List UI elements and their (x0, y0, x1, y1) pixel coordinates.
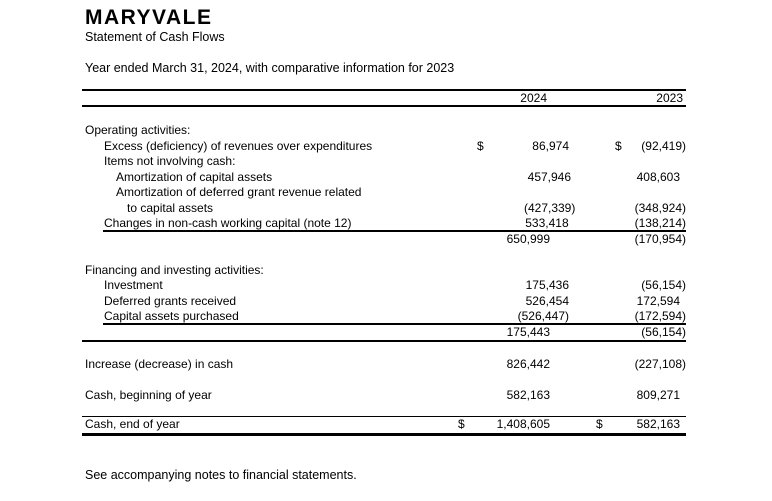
table-row (82, 263, 686, 279)
row-label: Financing and investing activities: (85, 262, 264, 277)
amount-2023 (610, 123, 686, 139)
row-label: Deferred grants received (104, 293, 237, 308)
column-header-2023: 2023 (656, 91, 683, 105)
row-label: Cash, end of year (85, 417, 180, 431)
table-row (82, 170, 686, 186)
dollar-sign-2024 (477, 278, 497, 294)
amount-2023: (56,154) (641, 324, 686, 339)
dollar-sign-2023 (621, 185, 641, 201)
table-row (82, 388, 686, 404)
row-label: Capital assets purchased (104, 309, 239, 323)
dollar-sign-2023 (596, 325, 616, 341)
dollar-sign-2023 (590, 263, 610, 279)
dollar-sign-2023 (596, 232, 616, 248)
dollar-sign-2024 (477, 154, 497, 170)
dollar-sign-2024 (458, 232, 478, 248)
dollar-sign-2024 (458, 325, 478, 341)
amount-2024 (509, 185, 581, 201)
dollar-sign-2024 (458, 123, 478, 139)
amount-2023: (227,108) (634, 357, 686, 371)
amount-2023: 172,594 (636, 293, 680, 308)
amount-2023: 809,271 (636, 388, 680, 402)
amount-2024 (478, 263, 550, 279)
dollar-sign-2023 (609, 154, 629, 170)
row-label: Amortization of deferred grant revenue related (116, 185, 362, 199)
amount-2024: 582,163 (506, 388, 550, 402)
dollar-sign-2023: $ (596, 417, 603, 431)
amount-2024: (427,339) (523, 200, 576, 215)
dollar-sign-2024 (477, 309, 497, 325)
table-spacer (82, 342, 686, 357)
table-row (82, 278, 686, 294)
amount-2024: 1,408,605 (496, 417, 550, 431)
table-row (82, 416, 686, 436)
amount-2024: 526,454 (525, 293, 569, 308)
amount-2024: 86,974 (532, 138, 569, 153)
dollar-sign-2023 (617, 170, 637, 186)
row-label: Excess (deficiency) of revenues over expenditures (104, 138, 373, 153)
amount-2024: 175,443 (506, 324, 550, 339)
dollar-sign-2023 (615, 216, 635, 232)
table-row (82, 123, 686, 139)
amount-2023: 408,603 (636, 169, 681, 184)
cash-flow-table (82, 89, 686, 436)
dollar-sign-2023 (615, 278, 635, 294)
amount-2023: (138,214) (634, 216, 686, 230)
dollar-sign-2023 (609, 309, 629, 325)
amount-2024 (497, 154, 569, 170)
amount-2024: 533,418 (525, 216, 569, 230)
amount-2023: (56,154) (641, 278, 686, 292)
dollar-sign-2024 (458, 263, 478, 279)
row-label: Changes in non-cash working capital (note 12) (104, 216, 352, 230)
table-row (82, 216, 686, 232)
amount-2024 (478, 123, 550, 139)
row-label (82, 232, 458, 248)
table-row (82, 325, 686, 343)
dollar-sign-2023 (596, 357, 616, 373)
column-header-2024: 2024 (520, 91, 547, 105)
table-row (82, 139, 686, 155)
dollar-sign-2023: $ (615, 138, 622, 153)
row-label: Amortization of capital assets (116, 169, 273, 184)
dollar-sign-2023 (590, 123, 610, 139)
table-spacer (82, 247, 686, 263)
table-row (82, 201, 686, 217)
row-label: Items not involving cash: (104, 154, 236, 168)
dollar-sign-2024 (477, 294, 497, 310)
table-body (82, 107, 686, 436)
amount-2023 (610, 263, 686, 279)
dollar-sign-2024 (487, 201, 506, 217)
period-line: Year ended March 31, 2024, with comparative information for 2023 (85, 61, 455, 75)
amount-2024: 175,436 (525, 278, 569, 292)
amount-2024: 826,442 (506, 357, 550, 371)
row-label: Cash, beginning of year (85, 388, 212, 402)
amount-2024: (526,447) (517, 309, 569, 323)
dollar-sign-2023 (596, 388, 616, 404)
table-spacer (82, 404, 686, 417)
row-label: Increase (decrease) in cash (85, 357, 234, 371)
amount-2023: (170,954) (634, 231, 686, 246)
footnote: See accompanying notes to financial statements. (85, 468, 357, 482)
row-label (82, 325, 458, 341)
dollar-sign-2024 (489, 185, 509, 201)
dollar-sign-2024 (458, 388, 478, 404)
table-header-row (82, 91, 686, 107)
amount-2023: 582,163 (636, 417, 680, 431)
table-row (82, 357, 686, 373)
dollar-sign-2024: $ (477, 138, 484, 153)
table-spacer (82, 373, 686, 389)
amount-2024: 457,946 (527, 169, 572, 184)
table-row (82, 232, 686, 248)
row-label: Operating activities: (85, 123, 191, 137)
page-title: MARYVALE (85, 6, 213, 29)
table-row (82, 154, 686, 170)
amount-2023: (172,594) (634, 309, 686, 323)
table-row (82, 309, 686, 325)
dollar-sign-2024 (458, 357, 478, 373)
table-row (82, 294, 686, 310)
document-header (85, 6, 225, 45)
dollar-sign-2023 (615, 201, 634, 217)
dollar-sign-2024 (481, 170, 501, 186)
row-label: to capital assets (127, 200, 214, 215)
amount-2024: 650,999 (506, 231, 550, 246)
amount-2023: (348,924) (634, 200, 686, 215)
dollar-sign-2024: $ (458, 417, 465, 431)
table-row (82, 185, 686, 201)
amount-2023: (92,419) (641, 138, 686, 153)
row-label: Investment (104, 278, 163, 292)
statement-subtitle: Statement of Cash Flows (85, 30, 225, 44)
amount-2023 (641, 185, 686, 201)
dollar-sign-2024 (477, 216, 497, 232)
dollar-sign-2023 (615, 294, 635, 310)
amount-2023 (629, 154, 686, 170)
